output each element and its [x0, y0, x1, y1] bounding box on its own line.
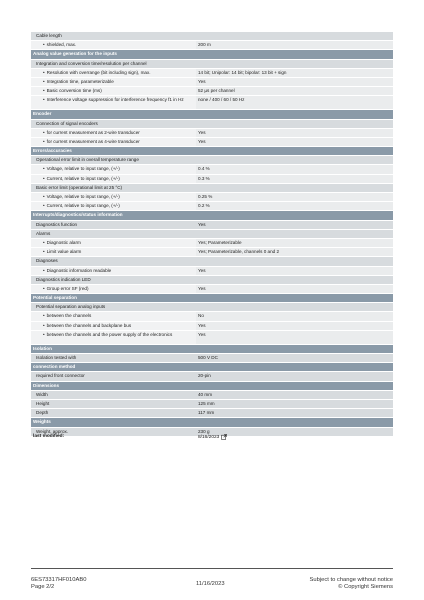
spec-label: • Resolution with overrange (bit including sign), max.: [31, 69, 196, 77]
last-modified-date: 8/16/2023: [198, 434, 220, 440]
spec-value: none / 400 / 60 / 50 Hz: [196, 96, 393, 109]
spec-value: [196, 257, 393, 265]
spec-label: Integration and conversion time/resolution per channel: [36, 60, 147, 66]
spec-group-row: [31, 184, 393, 193]
section-header: Weights: [31, 418, 393, 427]
spec-row: [31, 312, 393, 321]
spec-label: Basic error limit (operational limit at 25 °C): [36, 184, 123, 190]
spec-value: 117 mm: [196, 409, 393, 417]
spec-label: Height: [36, 400, 50, 406]
spec-label: • between the channels and backplane bus: [31, 322, 196, 330]
spec-row: [31, 193, 393, 202]
spec-label: Potential separation analog inputs: [36, 304, 106, 310]
spec-value: [196, 32, 393, 40]
spec-value: 14 bit; Unipolar: 14 bit; bipolar: 13 bit + sign: [196, 69, 393, 77]
spec-value: Yes: [196, 138, 393, 146]
spec-group-row: [31, 120, 393, 129]
spec-label: • Current, relative to input range, (+/-): [31, 175, 196, 183]
spec-group-row: [31, 354, 393, 363]
spec-value: Yes: [196, 221, 393, 229]
spec-group-row: [31, 230, 393, 239]
spec-row: [31, 239, 393, 248]
spec-row: [31, 138, 393, 147]
section-header: Potential separation: [31, 294, 393, 303]
section-header: Isolation: [31, 345, 393, 354]
spec-row: [31, 129, 393, 138]
spec-label: • Limit value alarm: [31, 248, 196, 256]
spec-group-row: [31, 156, 393, 165]
spec-value: [196, 60, 393, 68]
spec-label: • Basic conversion time (ms): [31, 87, 196, 95]
spec-value: [196, 276, 393, 284]
section-header: Interrupts/diagnostics/status information: [31, 211, 393, 220]
spec-row: [31, 175, 393, 184]
footer-divider: [31, 568, 393, 569]
spec-value: Yes: [196, 331, 393, 344]
spec-label: Depth: [36, 410, 49, 416]
last-modified-label: last modified:: [33, 434, 65, 439]
spec-label: Diagnostics indication LED: [36, 276, 91, 282]
spec-row: [31, 248, 393, 257]
spec-value: Yes: [196, 285, 393, 293]
spec-row: [31, 331, 393, 345]
spec-value: Yes: [196, 322, 393, 330]
spec-value: 125 mm: [196, 400, 393, 408]
spec-label: • for current measurement as 4-wire transducer: [31, 138, 196, 146]
spec-row: [31, 322, 393, 331]
spec-label: required front connector: [36, 373, 85, 379]
spec-label: Weight, approx.: [36, 428, 69, 434]
spec-label: Cable length: [36, 33, 62, 38]
spec-value: Yes: [196, 267, 393, 275]
spec-value: 230 g: [196, 428, 393, 436]
spec-label: • Diagnostic alarm: [31, 239, 196, 247]
spec-label: • between the channels and the power supply of the electronics: [31, 331, 196, 344]
spec-label: Operational error limit in overall temperature range: [36, 157, 139, 163]
spec-value: Yes; Parameterizable: [196, 239, 393, 247]
spec-value: 0.2 %: [196, 202, 393, 210]
page-number: Page 2/2: [31, 583, 55, 590]
spec-row: [31, 78, 393, 87]
spec-group-row: [31, 276, 393, 285]
spec-group-row: [31, 303, 393, 312]
spec-value: No: [196, 312, 393, 320]
spec-label: • for current measurement as 2-wire transducer: [31, 129, 196, 137]
spec-value: 500 V DC: [196, 354, 393, 362]
spec-value: 52 µs per channel: [196, 87, 393, 95]
spec-value: [196, 230, 393, 238]
spec-row: [31, 41, 393, 50]
spec-label: • Interference voltage suppression for interference frequency f1 in Hz: [31, 96, 196, 109]
spec-table: [31, 32, 393, 437]
spec-value: [196, 120, 393, 128]
section-header: Analog value generation for the inputs: [31, 50, 393, 59]
spec-group-row: [31, 400, 393, 409]
spec-label: • Current, relative to input range, (+/-): [31, 202, 196, 210]
spec-row: [31, 165, 393, 174]
spec-value: 0.3 %: [196, 175, 393, 183]
spec-label: Alarms: [36, 230, 51, 236]
spec-value: 0.25 %: [196, 193, 393, 201]
spec-row: [31, 285, 393, 294]
spec-label: • Integration time, parameterizable: [31, 78, 196, 86]
spec-row: [31, 69, 393, 78]
spec-row: [31, 267, 393, 276]
section-header: Dimensions: [31, 382, 393, 391]
spec-label: • between the channels: [31, 312, 196, 320]
spec-label: • Voltage, relative to input range, (+/-): [31, 193, 196, 201]
article-number: 6ES73317HF010AB0: [31, 577, 87, 583]
section-header: Encoder: [31, 110, 393, 119]
section-header: connection method: [31, 363, 393, 372]
spec-label: Isolation tested with: [36, 355, 77, 360]
footer-date: 11/16/2023: [196, 581, 225, 587]
spec-value: Yes; Parameterizable, channels 0 and 2: [196, 248, 393, 256]
spec-value: 20-pin: [196, 372, 393, 380]
spec-label: • Voltage, relative to input range, (+/-): [31, 165, 196, 173]
section-header: Errors/accuracies: [31, 147, 393, 156]
spec-label: • shielded, max.: [31, 41, 196, 49]
spec-value: 200 m: [196, 41, 393, 49]
external-link-icon[interactable]: [221, 434, 227, 440]
spec-value: Yes: [196, 129, 393, 137]
spec-row: [31, 87, 393, 96]
spec-label: Diagnoses: [36, 258, 58, 264]
spec-group-row: [31, 221, 393, 230]
spec-group-row: [31, 372, 393, 381]
spec-value: [196, 156, 393, 164]
spec-group-row: [31, 32, 393, 41]
last-modified: [33, 434, 393, 440]
copyright: © Copyright Siemens: [338, 583, 393, 590]
spec-value: [196, 303, 393, 311]
spec-group-row: [31, 257, 393, 266]
spec-value: [196, 184, 393, 192]
spec-label: Connection of signal encoders: [36, 120, 98, 126]
spec-label: • Group error SF (red): [31, 285, 196, 293]
spec-label: Diagnostics function: [36, 221, 78, 227]
spec-label: • Diagnostic information readable: [31, 267, 196, 275]
spec-group-row: [31, 60, 393, 69]
spec-group-row: [31, 391, 393, 400]
spec-value: 0.4 %: [196, 165, 393, 173]
spec-value: 40 mm: [196, 391, 393, 399]
spec-value: Yes: [196, 78, 393, 86]
spec-row: [31, 202, 393, 211]
spec-group-row: [31, 409, 393, 418]
spec-label: Width: [36, 391, 48, 397]
spec-row: [31, 96, 393, 110]
change-notice: Subject to change without notice: [309, 577, 393, 583]
